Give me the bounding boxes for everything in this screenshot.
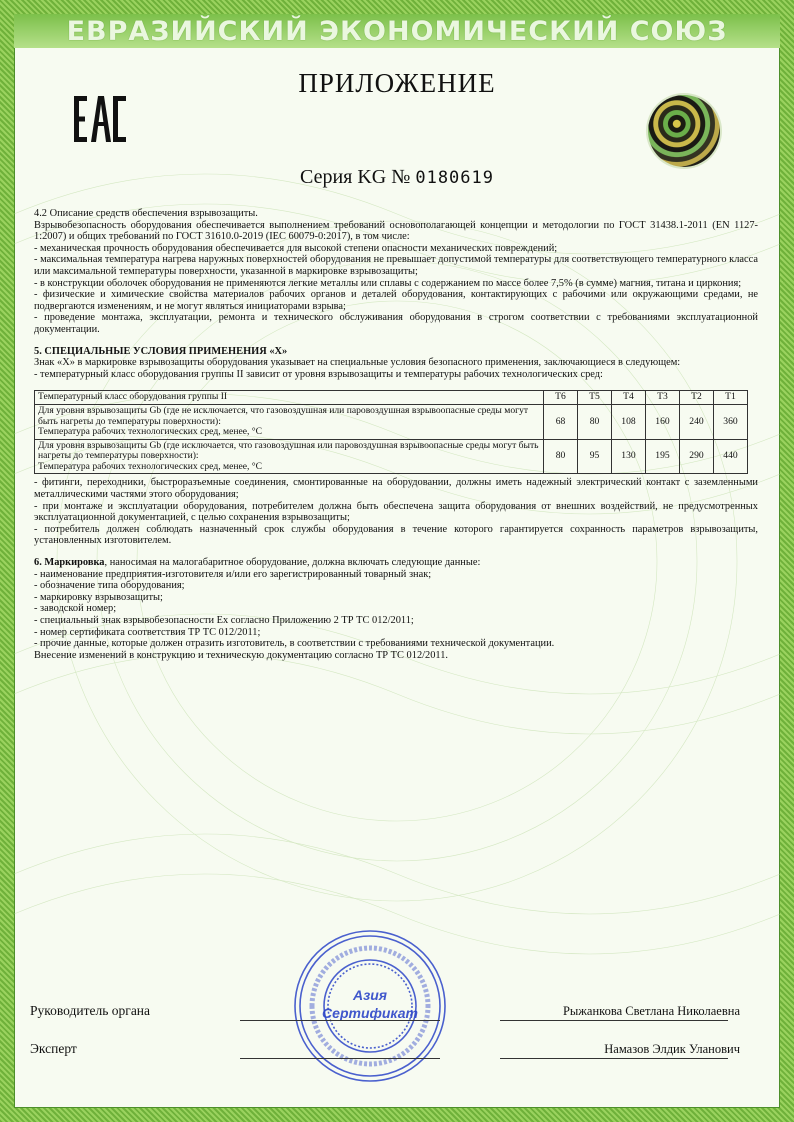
series-value: 0180619 (415, 168, 494, 188)
s5-p2: - температурный класс оборудования группы II зависит от уровня взрывозащиты и температуры рабочих технологических сред: (34, 368, 603, 380)
cell: 290 (680, 439, 714, 474)
signature-row-head (30, 1003, 770, 1025)
cell: 195 (646, 439, 680, 474)
row-desc: Для уровня взрывозащиты Gb (где не исключается, что газовоздушная или паровоздушная взрывоопасные среды могут быть нагреты до температуры поверхности): (38, 404, 529, 427)
col-t1: Т1 (714, 391, 748, 405)
s4-p2: Взрывобезопасность оборудования обеспечивается выполнением требований основополагающей концепции и методологии по ГОСТ 31438.1-2011 (EN 1127-1:2007) и общих требований по ГОСТ 31610.0-2019 (IEC 60079-0:2017), в том числе: (34, 219, 758, 243)
eaeu-banner (14, 14, 780, 48)
s4-p1: 4.2 Описание средств обеспечения взрывозащиты. (34, 208, 258, 219)
s4-p7: - проведение монтажа, эксплуатации, ремонта и технического обслуживания оборудования в строгом соответствии с требованиями эксплуатационной документации. (34, 312, 758, 335)
cell: 440 (714, 439, 748, 474)
s6-footer: Внесение изменений в конструкцию и техническую документацию согласно ТР ТС 012/2011. (34, 649, 449, 661)
signature-line (240, 1058, 440, 1059)
s6-heading-bold: 6. Маркировка (34, 557, 105, 569)
s5-p3: - фитинги, переходники, быстроразъемные соединения, смонтированные на оборудовании, должны иметь надежный электрический контакт с заземленными металлическими частями этого оборудования; (34, 477, 758, 501)
temperature-table (34, 390, 748, 474)
list-item: - заводской номер; (34, 603, 117, 615)
s6-heading-rest: , наносимая на малогабаритное оборудование, должна включать следующие данные: (104, 557, 481, 569)
s5-p4: - при монтаже и эксплуатации оборудования, потребителем должна быть обеспечена защита оборудования от внешних воздействий, не предусмотренных эксплуатационной документацией, с целью сохранения взрывозащиты; (34, 500, 758, 524)
head-name: Рыжанкова Светлана Николаевна (562, 1004, 740, 1018)
name-line (500, 1058, 728, 1059)
signature-line (240, 1020, 440, 1021)
list-item: - наименование предприятия-изготовителя и/или его зарегистрированный товарный знак; (34, 568, 432, 580)
page-title: ПРИЛОЖЕНИЕ (298, 68, 496, 98)
cell: 160 (646, 404, 680, 439)
list-item: - специальный знак взрывобезопасности Ex согласно Приложению 2 ТР ТС 012/2011; (34, 615, 414, 626)
name-line (500, 1020, 728, 1021)
signature-row-expert (30, 1041, 770, 1063)
head-label: Руководитель органа (30, 1003, 151, 1018)
eac-mark-icon (74, 96, 126, 142)
s5-p5: - потребитель должен соблюдать назначенный срок службы оборудования в течение которого гарантируется сохранность параметров взрывозащиты, установленных изготовителем. (34, 523, 758, 547)
row-label (35, 439, 544, 474)
s4-p4: - максимальная температура нагрева наружных поверхностей оборудования не превышает допустимой температуры для соответствующего температурного класса или максимальной температуры поверхности, указанной в маркировке взрывозащиты; (34, 254, 758, 277)
s4-p6: - физические и химические свойства материалов рабочих органов и деталей оборудования, контактирующих с рабочими или окружающими средами, не подвергаются изменениям, и не могут являться инициаторами взрыва; (34, 289, 758, 312)
table-row (35, 439, 748, 474)
col-t6: Т6 (544, 391, 578, 405)
cell: 130 (612, 439, 646, 474)
list-item: - прочие данные, которые должен отразить изготовитель, в соответствии с требованиями технической документации. (34, 638, 555, 650)
hologram-icon (648, 95, 720, 167)
cell: 68 (544, 404, 578, 439)
s4-p3: - механическая прочность оборудования обеспечивается для высокой степени опасности механических повреждений; (34, 242, 558, 254)
series-label: Серия KG (300, 166, 387, 188)
col-t2: Т2 (680, 391, 714, 405)
stamp-line1: Азия (352, 987, 388, 1003)
row-sub: Температура рабочих технологических сред, менее, °С (38, 426, 263, 438)
row-desc: Для уровня взрывозащиты Gb (где исключается, что газовоздушная или паровоздушная взрывоопасные среды могут быть нагреты до температуры поверхности): (38, 439, 539, 462)
appendix-content (34, 208, 758, 661)
expert-label: Эксперт (30, 1041, 77, 1056)
banner-text: ЕВРАЗИЙСКИЙ ЭКОНОМИЧЕСКИЙ СОЮЗ (66, 16, 728, 47)
cell: 80 (544, 439, 578, 474)
number-sign: № (391, 166, 411, 188)
cell: 240 (680, 404, 714, 439)
stamp-line2: Сертификат (322, 1005, 418, 1021)
cell: 108 (612, 404, 646, 439)
col-t5: Т5 (578, 391, 612, 405)
row-sub: Температура рабочих технологических сред, менее, °С (38, 460, 263, 472)
row-label (35, 404, 544, 439)
list-item: - обозначение типа оборудования; (34, 580, 185, 592)
col-t3: Т3 (646, 391, 680, 405)
s4-p5: - в конструкции оболочек оборудования не применяются легкие металлы или сплавы с содержанием по массе более 7,5% (в сумме) магния, титана и циркония; (34, 277, 742, 289)
s5-p1: Знак «Х» в маркировке взрывозащиты оборудования указывает на специальные условия безопасного применения, заключающиеся в следующем: (34, 357, 681, 369)
col-t4: Т4 (612, 391, 646, 405)
table-header-row (35, 391, 748, 405)
cell: 95 (578, 439, 612, 474)
s5-heading: 5. СПЕЦИАЛЬНЫЕ УСЛОВИЯ ПРИМЕНЕНИЯ «Х» (34, 345, 288, 357)
table-row (35, 404, 748, 439)
cell: 360 (714, 404, 748, 439)
table-header-label: Температурный класс оборудования группы II (35, 391, 544, 405)
list-item: - маркировку взрывозащиты; (34, 591, 163, 603)
series-number (0, 166, 794, 189)
cell: 80 (578, 404, 612, 439)
list-item: - номер сертификата соответствия ТР ТС 012/2011; (34, 626, 261, 638)
expert-name: Намазов Элдик Уланович (604, 1042, 740, 1056)
s6-heading (34, 557, 758, 569)
